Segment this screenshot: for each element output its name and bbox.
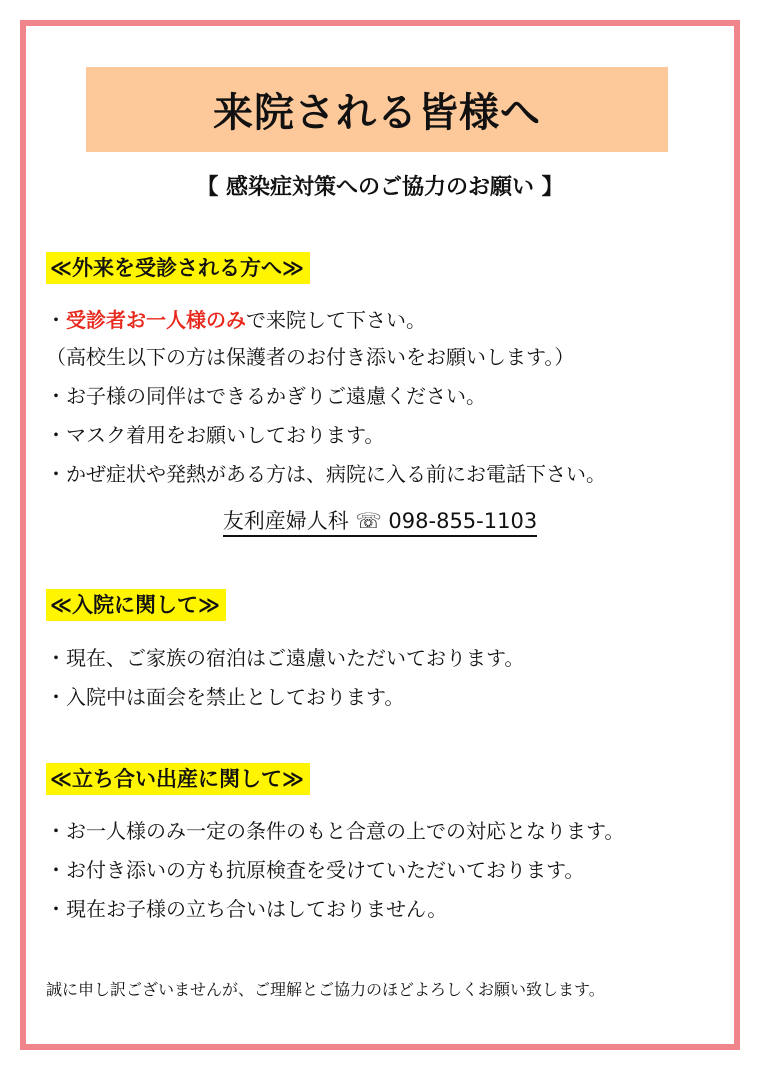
outpatient-line-1-rest: で来院して下さい。 (246, 308, 426, 332)
outpatient-line-1: ・受診者お一人様のみで来院して下さい。 (46, 308, 426, 332)
section-heading-inpatient: ≪入院に関して≫ (46, 589, 226, 621)
delivery-line-3: ・現在お子様の立ち合いはしておりません。 (46, 897, 448, 921)
highlight-text: 受診者お一人様のみ (66, 308, 246, 332)
outpatient-line-4: ・マスク着用をお願いしております。 (46, 423, 385, 447)
contact-phone (0, 505, 760, 535)
section-heading-outpatient: ≪外来を受診される方へ≫ (46, 252, 310, 284)
section-heading-delivery: ≪立ち合い出産に関して≫ (46, 763, 310, 795)
outpatient-line-3: ・お子様の同伴はできるかぎりご遠慮ください。 (46, 384, 486, 408)
outpatient-line-2: （高校生以下の方は保護者のお付き添いをお願いします。） (46, 345, 575, 369)
inpatient-line-2: ・入院中は面会を禁止としております。 (46, 685, 405, 709)
page-title: 来院される皆様へ (213, 90, 541, 136)
delivery-line-1: ・お一人様のみ一定の条件のもと合意の上での対応となります。 (46, 819, 625, 843)
title-banner (86, 67, 668, 152)
subtitle: 【 感染症対策へのご協力のお願い 】 (196, 175, 564, 200)
contact-phone-text: 友利産婦人科 ☏ 098-855-1103 (223, 509, 537, 537)
outpatient-line-5: ・かぜ症状や発熱がある方は、病院に入る前にお電話下さい。 (46, 462, 606, 486)
inpatient-line-1: ・現在、ご家族の宿泊はご遠慮いただいております。 (46, 646, 525, 670)
delivery-line-2: ・お付き添いの方も抗原検査を受けていただいております。 (46, 858, 585, 882)
footer-note: 誠に申し訳ございませんが、ご理解とご協力のほどよろしくお願い致します。 (46, 980, 605, 999)
